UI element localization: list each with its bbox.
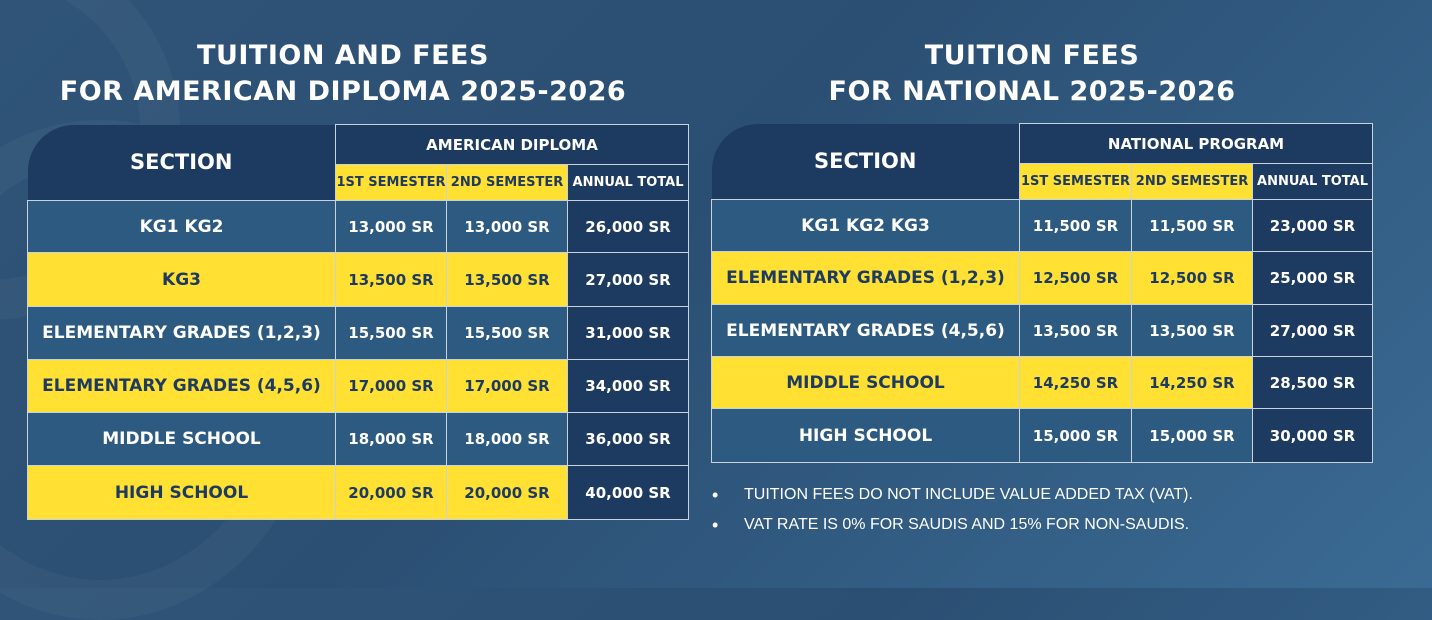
- table-row: [712, 357, 1373, 409]
- row-sem1: 17,000 SR: [336, 360, 447, 413]
- table-row: [28, 253, 689, 307]
- table-row: [28, 307, 689, 360]
- table-row: [712, 200, 1373, 252]
- row-sem2: 13,500 SR: [1132, 305, 1253, 357]
- row-sem1: 15,500 SR: [336, 307, 447, 360]
- annual-header: ANNUAL TOTAL: [568, 165, 689, 201]
- row-sem1: 20,000 SR: [336, 466, 447, 520]
- row-annual: 30,000 SR: [1253, 409, 1373, 463]
- table-row: [28, 201, 689, 253]
- row-sem2: 20,000 SR: [447, 466, 568, 520]
- sem2-header: 2ND SEMESTER: [447, 165, 568, 201]
- american-fees-table: [27, 124, 689, 520]
- section-header: SECTION: [712, 124, 1020, 200]
- national-title-line2: FOR NATIONAL 2025-2026: [828, 76, 1236, 107]
- program-header: NATIONAL PROGRAM: [1020, 124, 1373, 164]
- row-section: HIGH SCHOOL: [28, 466, 336, 520]
- row-sem2: 18,000 SR: [447, 413, 568, 466]
- row-sem1: 18,000 SR: [336, 413, 447, 466]
- row-sem2: 15,000 SR: [1132, 409, 1253, 463]
- national-title: [712, 38, 1352, 110]
- row-section: ELEMENTARY GRADES (1,2,3): [28, 307, 336, 360]
- row-sem2: 11,500 SR: [1132, 200, 1253, 252]
- national-title-line1: TUITION FEES: [924, 40, 1140, 71]
- row-annual: 31,000 SR: [568, 307, 689, 360]
- row-section: ELEMENTARY GRADES (1,2,3): [712, 252, 1020, 305]
- table-row: [28, 413, 689, 466]
- row-annual: 27,000 SR: [568, 253, 689, 307]
- row-annual: 27,000 SR: [1253, 305, 1373, 357]
- sem1-header: 1ST SEMESTER: [1020, 164, 1132, 200]
- row-section: MIDDLE SCHOOL: [28, 413, 336, 466]
- row-annual: 23,000 SR: [1253, 200, 1373, 252]
- row-sem1: 13,000 SR: [336, 201, 447, 253]
- section-header: SECTION: [28, 125, 336, 201]
- row-annual: 36,000 SR: [568, 413, 689, 466]
- row-sem1: 15,000 SR: [1020, 409, 1132, 463]
- row-annual: 40,000 SR: [568, 466, 689, 520]
- american-title-line1: TUITION AND FEES: [197, 40, 489, 71]
- note-item: • VAT RATE IS 0% FOR SAUDIS AND 15% FOR NON-SAUDIS.: [712, 510, 1193, 540]
- row-section: MIDDLE SCHOOL: [712, 357, 1020, 409]
- row-sem1: 14,250 SR: [1020, 357, 1132, 409]
- row-annual: 28,500 SR: [1253, 357, 1373, 409]
- row-sem2: 12,500 SR: [1132, 252, 1253, 305]
- row-section: ELEMENTARY GRADES (4,5,6): [712, 305, 1020, 357]
- row-section: ELEMENTARY GRADES (4,5,6): [28, 360, 336, 413]
- table-row: [28, 360, 689, 413]
- row-sem2: 13,000 SR: [447, 201, 568, 253]
- table-row: [712, 305, 1373, 357]
- program-header: AMERICAN DIPLOMA: [336, 125, 689, 165]
- row-sem1: 12,500 SR: [1020, 252, 1132, 305]
- row-sem2: 15,500 SR: [447, 307, 568, 360]
- american-title-line2: FOR AMERICAN DIPLOMA 2025-2026: [59, 76, 627, 107]
- row-sem2: 14,250 SR: [1132, 357, 1253, 409]
- vat-notes: [712, 480, 1193, 540]
- table-row: [712, 252, 1373, 305]
- sem2-header: 2ND SEMESTER: [1132, 164, 1253, 200]
- table-row: [712, 409, 1373, 463]
- table-row: [28, 466, 689, 520]
- row-sem1: 13,500 SR: [336, 253, 447, 307]
- row-annual: 25,000 SR: [1253, 252, 1373, 305]
- row-annual: 34,000 SR: [568, 360, 689, 413]
- row-sem1: 11,500 SR: [1020, 200, 1132, 252]
- note-item: • TUITION FEES DO NOT INCLUDE VALUE ADDED TAX (VAT).: [712, 480, 1193, 510]
- row-sem2: 17,000 SR: [447, 360, 568, 413]
- row-section: KG3: [28, 253, 336, 307]
- row-section: KG1 KG2: [28, 201, 336, 253]
- sem1-header: 1ST SEMESTER: [336, 165, 447, 201]
- row-sem2: 13,500 SR: [447, 253, 568, 307]
- row-annual: 26,000 SR: [568, 201, 689, 253]
- row-section: HIGH SCHOOL: [712, 409, 1020, 463]
- row-section: KG1 KG2 KG3: [712, 200, 1020, 252]
- annual-header: ANNUAL TOTAL: [1253, 164, 1373, 200]
- american-title: [28, 38, 658, 110]
- national-fees-table: [711, 123, 1373, 463]
- row-sem1: 13,500 SR: [1020, 305, 1132, 357]
